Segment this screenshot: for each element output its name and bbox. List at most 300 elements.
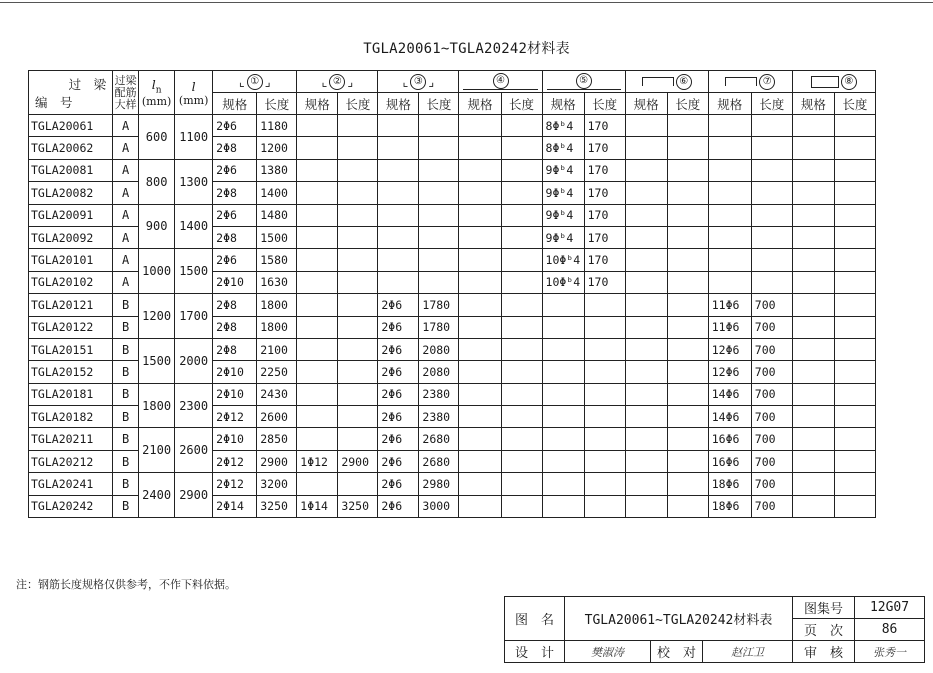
beam-code: TGLA20101 — [29, 249, 113, 271]
spec-cell — [542, 450, 584, 472]
spec-cell: 2Φ10 — [213, 361, 257, 383]
spec-cell — [792, 204, 834, 226]
length-cell — [667, 473, 708, 495]
header-row-1 — [29, 71, 876, 93]
spec-cell — [625, 473, 667, 495]
spec-cell — [459, 137, 501, 159]
length-cell: 1580 — [257, 249, 297, 271]
length-cell — [751, 226, 792, 248]
page-number-value: 86 — [855, 619, 925, 641]
spec-cell — [708, 204, 751, 226]
spec-cell: 16Φ6 — [708, 428, 751, 450]
spec-cell — [297, 473, 338, 495]
length-cell: 170 — [584, 249, 625, 271]
length-cell — [501, 361, 542, 383]
table-row — [29, 294, 876, 316]
length-cell — [338, 294, 378, 316]
length-cell — [751, 204, 792, 226]
spec-cell — [378, 137, 419, 159]
length-cell — [834, 182, 875, 204]
spec-cell: 8Φᵇ4 — [542, 115, 584, 137]
length-cell — [834, 249, 875, 271]
spec-cell: 11Φ6 — [708, 294, 751, 316]
rebar-hook-icon: ⌞ — [238, 74, 245, 89]
rebar-hook-icon: ⌟ — [347, 74, 354, 89]
length-cell: 2980 — [419, 473, 459, 495]
spec-cell: 2Φ6 — [378, 428, 419, 450]
spec-cell: 2Φ6 — [378, 473, 419, 495]
length-cell — [667, 182, 708, 204]
spec-cell — [625, 361, 667, 383]
detail-type-header — [113, 71, 139, 115]
atlas-number-label: 图集号 — [793, 597, 855, 619]
beam-code: TGLA20241 — [29, 473, 113, 495]
spec-cell: 1Φ14 — [297, 495, 338, 517]
spec-cell: 2Φ12 — [213, 450, 257, 472]
length-cell — [834, 294, 875, 316]
l-unit: (mm) — [178, 93, 209, 107]
spec-cell — [792, 361, 834, 383]
ln-subscript: n — [155, 85, 162, 96]
detail-type: B — [113, 294, 139, 316]
group-5-number: ⑤ — [576, 73, 592, 89]
spec-cell — [625, 495, 667, 517]
spec-cell — [297, 428, 338, 450]
length-cell — [667, 271, 708, 293]
length-cell: 700 — [751, 428, 792, 450]
detail-type: A — [113, 271, 139, 293]
detail-type: A — [113, 115, 139, 137]
spec-cell: 9Φᵇ4 — [542, 226, 584, 248]
length-cell: 700 — [751, 473, 792, 495]
spec-cell — [792, 383, 834, 405]
materials-body — [29, 115, 876, 518]
length-cell — [667, 294, 708, 316]
length-cell — [338, 137, 378, 159]
group-3-header — [378, 71, 459, 93]
check-signature: 赵江卫 — [703, 641, 793, 663]
group-6-spec-header: 规格 — [625, 93, 667, 115]
spec-cell: 12Φ6 — [708, 338, 751, 360]
length-cell — [667, 383, 708, 405]
spec-cell — [378, 204, 419, 226]
length-cell: 2080 — [419, 338, 459, 360]
detail-type: B — [113, 450, 139, 472]
length-cell — [751, 115, 792, 137]
spec-cell: 18Φ6 — [708, 495, 751, 517]
l-symbol: l — [191, 78, 196, 94]
length-cell: 2380 — [419, 383, 459, 405]
spec-cell — [708, 182, 751, 204]
length-cell — [667, 316, 708, 338]
spec-cell — [542, 361, 584, 383]
group-1-length-header: 长度 — [257, 93, 297, 115]
l-value: 2300 — [175, 383, 213, 428]
spec-cell — [297, 115, 338, 137]
spec-cell — [378, 115, 419, 137]
length-cell — [501, 316, 542, 338]
group-3-spec-header: 规格 — [378, 93, 419, 115]
length-cell — [834, 338, 875, 360]
spec-cell — [625, 316, 667, 338]
detail-type: B — [113, 383, 139, 405]
spec-cell: 10Φᵇ4 — [542, 249, 584, 271]
spec-cell: 9Φᵇ4 — [542, 159, 584, 181]
length-cell — [834, 159, 875, 181]
spec-cell — [542, 294, 584, 316]
spec-cell: 16Φ6 — [708, 450, 751, 472]
group-8-number: ⑧ — [841, 74, 857, 90]
spec-cell — [792, 338, 834, 360]
spec-cell — [378, 249, 419, 271]
spec-cell — [459, 361, 501, 383]
length-cell — [584, 294, 625, 316]
length-cell — [501, 159, 542, 181]
length-cell — [584, 495, 625, 517]
spec-cell: 10Φᵇ4 — [542, 271, 584, 293]
group-4-header — [459, 71, 542, 93]
group-5-length-header: 长度 — [584, 93, 625, 115]
length-cell: 2900 — [338, 450, 378, 472]
length-cell — [584, 383, 625, 405]
length-cell — [667, 406, 708, 428]
length-cell — [419, 159, 459, 181]
spec-cell — [297, 294, 338, 316]
spec-cell — [625, 249, 667, 271]
spec-cell — [297, 159, 338, 181]
length-cell — [419, 115, 459, 137]
group-4-length-header: 长度 — [501, 93, 542, 115]
detail-type: B — [113, 473, 139, 495]
spec-cell — [297, 182, 338, 204]
spec-cell — [459, 226, 501, 248]
spec-cell: 2Φ6 — [378, 450, 419, 472]
length-cell: 170 — [584, 226, 625, 248]
spec-cell — [792, 406, 834, 428]
length-cell — [834, 383, 875, 405]
spec-cell — [542, 406, 584, 428]
group-6-header — [625, 71, 708, 93]
spec-cell — [297, 361, 338, 383]
l-value: 1400 — [175, 204, 213, 249]
spec-cell — [297, 316, 338, 338]
beam-code: TGLA20061 — [29, 115, 113, 137]
spec-cell: 9Φᵇ4 — [542, 204, 584, 226]
length-cell — [584, 428, 625, 450]
spec-cell — [625, 182, 667, 204]
spec-cell — [792, 473, 834, 495]
detail-type: B — [113, 495, 139, 517]
length-cell: 2680 — [419, 428, 459, 450]
length-cell — [584, 361, 625, 383]
length-cell — [751, 182, 792, 204]
length-cell — [667, 495, 708, 517]
ln-value: 2400 — [139, 473, 175, 518]
length-cell: 170 — [584, 115, 625, 137]
drawing-name-value: TGLA20061~TGLA20242材料表 — [565, 597, 793, 641]
length-cell — [419, 204, 459, 226]
beam-code: TGLA20151 — [29, 338, 113, 360]
length-cell: 3000 — [419, 495, 459, 517]
spec-cell — [625, 271, 667, 293]
spec-cell: 2Φ14 — [213, 495, 257, 517]
detail-type: B — [113, 406, 139, 428]
beam-code: TGLA20242 — [29, 495, 113, 517]
length-cell — [667, 137, 708, 159]
spec-cell — [792, 428, 834, 450]
length-cell — [501, 204, 542, 226]
spec-cell — [378, 182, 419, 204]
length-cell: 1180 — [257, 115, 297, 137]
l-value: 2000 — [175, 338, 213, 383]
length-cell — [584, 338, 625, 360]
spec-cell: 2Φ10 — [213, 271, 257, 293]
length-cell: 700 — [751, 495, 792, 517]
length-cell — [338, 316, 378, 338]
ln-value: 1800 — [139, 383, 175, 428]
length-cell — [501, 338, 542, 360]
beam-code: TGLA20091 — [29, 204, 113, 226]
beam-code: TGLA20212 — [29, 450, 113, 472]
spec-cell — [542, 473, 584, 495]
spec-cell — [459, 271, 501, 293]
group-1-number: ① — [247, 74, 263, 90]
length-cell — [501, 115, 542, 137]
spec-cell — [708, 249, 751, 271]
length-cell — [338, 204, 378, 226]
detail-type-label: 过梁配筋大样 — [114, 73, 137, 111]
drawing-name-label: 图 名 — [505, 597, 565, 641]
length-cell: 1480 — [257, 204, 297, 226]
detail-type: A — [113, 226, 139, 248]
materials-table — [28, 70, 876, 518]
beam-number-header — [29, 71, 113, 115]
group-7-number: ⑦ — [759, 74, 775, 90]
rebar-hook-icon: ⌞ — [402, 74, 409, 89]
length-cell — [667, 428, 708, 450]
spec-cell — [459, 473, 501, 495]
spec-cell: 2Φ6 — [378, 383, 419, 405]
spec-cell — [459, 316, 501, 338]
spec-cell — [708, 115, 751, 137]
length-cell: 170 — [584, 182, 625, 204]
spec-cell: 2Φ6 — [378, 495, 419, 517]
length-cell — [584, 316, 625, 338]
spec-cell — [542, 338, 584, 360]
ln-value: 900 — [139, 204, 175, 249]
length-cell: 170 — [584, 271, 625, 293]
length-cell — [834, 115, 875, 137]
spec-cell — [378, 271, 419, 293]
length-cell: 2900 — [257, 450, 297, 472]
spec-cell — [792, 115, 834, 137]
beam-number-header-bottom: 编 号 — [35, 94, 73, 110]
spec-cell — [459, 383, 501, 405]
table-row — [29, 473, 876, 495]
spec-cell: 2Φ6 — [378, 406, 419, 428]
atlas-number-value: 12G07 — [855, 597, 925, 619]
spec-cell — [625, 294, 667, 316]
length-cell — [834, 271, 875, 293]
spec-cell — [625, 137, 667, 159]
spec-cell: 2Φ8 — [213, 137, 257, 159]
length-cell — [338, 249, 378, 271]
length-cell — [501, 406, 542, 428]
length-cell — [501, 383, 542, 405]
length-cell — [501, 182, 542, 204]
group-3-number: ③ — [410, 74, 426, 90]
length-cell — [501, 294, 542, 316]
length-cell — [338, 115, 378, 137]
spec-cell — [459, 406, 501, 428]
group-2-length-header: 长度 — [338, 93, 378, 115]
beam-code: TGLA20062 — [29, 137, 113, 159]
table-row — [29, 204, 876, 226]
length-cell — [419, 249, 459, 271]
spec-cell: 1Φ12 — [297, 450, 338, 472]
group-1-spec-header: 规格 — [213, 93, 257, 115]
sheet-border — [0, 2, 933, 3]
length-cell — [667, 361, 708, 383]
length-cell: 700 — [751, 338, 792, 360]
spec-cell — [459, 159, 501, 181]
spec-cell — [792, 294, 834, 316]
length-cell — [419, 271, 459, 293]
spec-cell: 2Φ10 — [213, 383, 257, 405]
length-cell: 2850 — [257, 428, 297, 450]
length-cell: 170 — [584, 204, 625, 226]
l-value: 1700 — [175, 294, 213, 339]
spec-cell — [625, 226, 667, 248]
length-cell: 3250 — [257, 495, 297, 517]
group-4-number: ④ — [493, 73, 509, 89]
length-cell — [751, 271, 792, 293]
design-signature: 樊淑涛 — [565, 641, 651, 663]
length-cell: 1380 — [257, 159, 297, 181]
spec-cell — [792, 159, 834, 181]
group-2-spec-header: 规格 — [297, 93, 338, 115]
spec-cell: 8Φᵇ4 — [542, 137, 584, 159]
spec-cell: 2Φ8 — [213, 226, 257, 248]
spec-cell — [792, 182, 834, 204]
spec-cell — [297, 137, 338, 159]
length-cell — [667, 450, 708, 472]
spec-cell — [459, 495, 501, 517]
table-row — [29, 115, 876, 137]
length-cell: 700 — [751, 450, 792, 472]
spec-cell — [459, 338, 501, 360]
length-cell: 2430 — [257, 383, 297, 405]
spec-cell — [542, 316, 584, 338]
spec-cell — [792, 137, 834, 159]
group-6-length-header: 长度 — [667, 93, 708, 115]
length-cell — [338, 182, 378, 204]
spec-cell: 12Φ6 — [708, 361, 751, 383]
ln-value: 1500 — [139, 338, 175, 383]
ln-value: 1000 — [139, 249, 175, 294]
spec-cell — [792, 226, 834, 248]
ln-header — [139, 71, 175, 115]
l-value: 2600 — [175, 428, 213, 473]
group-7-spec-header: 规格 — [708, 93, 751, 115]
length-cell — [667, 249, 708, 271]
spec-cell — [297, 406, 338, 428]
spec-cell: 2Φ6 — [213, 115, 257, 137]
length-cell: 1400 — [257, 182, 297, 204]
length-cell — [667, 159, 708, 181]
title-block — [504, 596, 925, 663]
spec-cell: 2Φ6 — [213, 249, 257, 271]
length-cell — [834, 316, 875, 338]
spec-cell — [459, 204, 501, 226]
spec-cell — [625, 383, 667, 405]
beam-code: TGLA20102 — [29, 271, 113, 293]
length-cell — [667, 338, 708, 360]
length-cell — [834, 361, 875, 383]
length-cell: 1630 — [257, 271, 297, 293]
length-cell — [501, 473, 542, 495]
length-cell — [584, 473, 625, 495]
table-row — [29, 383, 876, 405]
length-cell — [419, 137, 459, 159]
spec-cell — [792, 450, 834, 472]
length-cell — [338, 428, 378, 450]
spec-cell — [459, 182, 501, 204]
beam-code: TGLA20182 — [29, 406, 113, 428]
closed-stirrup-icon — [811, 76, 839, 88]
spec-cell — [792, 495, 834, 517]
length-cell: 2250 — [257, 361, 297, 383]
spec-cell — [297, 204, 338, 226]
length-cell: 1200 — [257, 137, 297, 159]
length-cell — [834, 406, 875, 428]
table-row — [29, 249, 876, 271]
beam-code: TGLA20181 — [29, 383, 113, 405]
length-cell — [338, 271, 378, 293]
group-5-header — [542, 71, 625, 93]
group-7-header — [708, 71, 792, 93]
spec-cell — [542, 383, 584, 405]
length-cell — [419, 182, 459, 204]
detail-type: A — [113, 137, 139, 159]
l-header — [175, 71, 213, 115]
length-cell — [501, 249, 542, 271]
review-label: 审 核 — [793, 641, 855, 663]
spec-cell: 11Φ6 — [708, 316, 751, 338]
stirrup-hook-icon — [725, 77, 757, 86]
spec-cell — [708, 226, 751, 248]
length-cell: 170 — [584, 159, 625, 181]
length-cell — [834, 473, 875, 495]
table-row — [29, 159, 876, 181]
spec-cell: 2Φ8 — [213, 338, 257, 360]
ln-symbol: l — [151, 76, 156, 92]
rebar-hook-icon: ⌞ — [321, 74, 328, 89]
beam-number-header-top: 过 梁 — [68, 76, 107, 92]
length-cell — [338, 159, 378, 181]
length-cell — [834, 450, 875, 472]
length-cell: 2100 — [257, 338, 297, 360]
spec-cell — [297, 226, 338, 248]
rebar-hook-icon: ⌟ — [264, 74, 271, 89]
spec-cell: 2Φ6 — [378, 361, 419, 383]
group-2-number: ② — [329, 74, 345, 90]
spec-cell: 2Φ12 — [213, 473, 257, 495]
beam-code: TGLA20152 — [29, 361, 113, 383]
length-cell — [501, 428, 542, 450]
length-cell: 1800 — [257, 294, 297, 316]
spec-cell — [792, 316, 834, 338]
